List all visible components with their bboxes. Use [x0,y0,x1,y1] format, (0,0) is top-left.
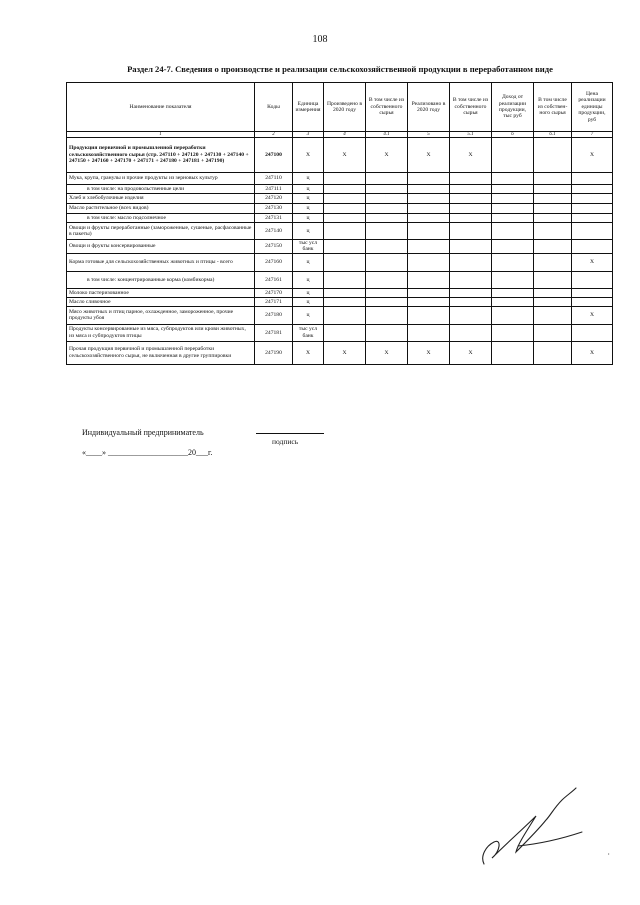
value-cell[interactable]: X [572,138,613,173]
value-cell[interactable] [324,204,366,214]
value-cell[interactable] [450,324,492,341]
value-cell[interactable] [324,324,366,341]
value-cell[interactable] [534,173,572,185]
value-cell[interactable]: X [572,306,613,324]
column-number: 1 [67,132,255,138]
value-cell[interactable] [408,288,450,297]
entrepreneur-label: Индивидуальный предприниматель [82,428,204,437]
indicator-name: Хлеб и хлебобулочные изделия [67,194,255,204]
value-cell[interactable] [324,271,366,288]
section-title: Раздел 24-7. Сведения о производстве и реализации сельскохозяйственной продукции в переработанном виде [127,64,553,74]
value-cell[interactable] [408,204,450,214]
value-cell[interactable] [534,185,572,194]
table-row [67,173,613,185]
value-cell[interactable]: X [324,138,366,173]
indicator-name: Продукция первичной и промышленной переработки сельскохозяйственного сырья (стр. 247110 + 247120 + 247130 + 247140 + 247150 + 247160 + 247170 + 247171 + 247180 + 247181 + 247190) [67,138,255,173]
table-row [67,341,613,364]
page-number: 108 [312,34,328,45]
indicator-name: Масло растительное (всех видов) [67,204,255,214]
value-cell[interactable] [534,288,572,297]
unit-of-measure: ц [293,204,324,214]
value-cell[interactable] [572,204,613,214]
value-cell[interactable] [534,271,572,288]
value-cell[interactable] [450,288,492,297]
handwritten-signature [478,786,588,868]
table-row [67,194,613,204]
value-cell[interactable] [492,240,534,254]
value-cell[interactable] [572,288,613,297]
value-cell[interactable] [366,185,408,194]
value-cell[interactable] [534,194,572,204]
edge-mark: · [607,850,610,859]
value-cell[interactable]: X [366,341,408,364]
indicator-name: Продукты консервированные из мяса, субпродуктов или крови животных, из мяса и субпродуктов птицы [67,324,255,341]
value-cell[interactable] [534,297,572,306]
unit-of-measure: тыс усл банк [293,240,324,254]
value-cell[interactable]: X [366,138,408,173]
column-number: 5.1 [450,132,492,138]
table-row [67,271,613,288]
value-cell[interactable] [366,253,408,271]
indicator-name: Масло сливочное [67,297,255,306]
row-code: 247110 [255,173,293,185]
value-cell[interactable] [492,306,534,324]
header-price: Цена реализации единицы продукции, руб [572,83,613,132]
value-cell[interactable] [450,214,492,223]
value-cell[interactable] [450,223,492,240]
value-cell[interactable] [492,214,534,223]
column-number: 7 [572,132,613,138]
indicator-name: в том числе: на продовольственные цели [67,185,255,194]
header-name: Наименование показателя [67,83,255,132]
indicator-name: Корма готовые для сельскохозяйственных животных и птицы - всего [67,253,255,271]
row-code: 247140 [255,223,293,240]
table-row [67,297,613,306]
unit-of-measure: ц [293,214,324,223]
value-cell[interactable] [572,194,613,204]
value-cell[interactable] [324,253,366,271]
value-cell[interactable] [408,240,450,254]
value-cell[interactable] [572,271,613,288]
value-cell[interactable] [324,240,366,254]
unit-of-measure: X [293,341,324,364]
value-cell[interactable] [366,324,408,341]
value-cell[interactable] [324,306,366,324]
value-cell[interactable] [534,204,572,214]
column-number: 2 [255,132,293,138]
value-cell[interactable] [366,271,408,288]
value-cell[interactable] [408,324,450,341]
value-cell[interactable] [492,324,534,341]
unit-of-measure: ц [293,271,324,288]
unit-of-measure: X [293,138,324,173]
value-cell[interactable] [366,223,408,240]
indicator-name: Овощи и фрукты переработанные (замороженные, сушеные, расфасованные в пакеты) [67,223,255,240]
value-cell[interactable] [324,185,366,194]
value-cell[interactable]: X [450,341,492,364]
table-row [67,204,613,214]
value-cell[interactable] [572,223,613,240]
value-cell[interactable] [572,185,613,194]
table-row [67,253,613,271]
row-code: 247150 [255,240,293,254]
value-cell[interactable] [492,194,534,204]
row-code: 247170 [255,288,293,297]
value-cell[interactable] [366,194,408,204]
value-cell[interactable] [572,173,613,185]
value-cell[interactable] [408,297,450,306]
value-cell[interactable] [366,297,408,306]
value-cell[interactable] [572,240,613,254]
unit-of-measure: ц [293,253,324,271]
value-cell[interactable] [450,204,492,214]
table-row [67,223,613,240]
value-cell[interactable] [366,306,408,324]
header-sold-own: В том числе из собственного сырья [450,83,492,132]
row-code: 247181 [255,324,293,341]
indicator-name: Молоко пастеризованное [67,288,255,297]
value-cell[interactable]: X [324,341,366,364]
value-cell[interactable] [534,324,572,341]
value-cell[interactable] [366,204,408,214]
column-number: 5 [408,132,450,138]
header-income-own: В том числе из собственного сырья [534,83,572,132]
value-cell[interactable] [492,204,534,214]
value-cell[interactable] [534,138,572,173]
value-cell[interactable] [324,297,366,306]
indicator-name: Мука, крупа, гранулы и прочие продукты из зерновых культур [67,173,255,185]
value-cell[interactable] [366,214,408,223]
column-number: 3 [293,132,324,138]
value-cell[interactable] [408,306,450,324]
value-cell[interactable] [572,324,613,341]
value-cell[interactable] [450,297,492,306]
table-row [67,306,613,324]
row-code: 247130 [255,204,293,214]
row-code: 247131 [255,214,293,223]
value-cell[interactable] [492,138,534,173]
table-row [67,324,613,341]
value-cell[interactable]: X [408,138,450,173]
row-code: 247171 [255,297,293,306]
value-cell[interactable] [492,341,534,364]
value-cell[interactable] [324,173,366,185]
unit-of-measure: ц [293,306,324,324]
signature-caption: подпись [272,437,299,446]
indicator-name: в том числе: концентрированные корма (комбикорма) [67,271,255,288]
value-cell[interactable] [450,173,492,185]
value-cell[interactable] [534,214,572,223]
date-line: «____» ____________________20___г. [82,448,213,457]
value-cell[interactable] [366,240,408,254]
row-code: 247100 [255,138,293,173]
value-cell[interactable] [408,223,450,240]
table-row [67,185,613,194]
value-cell[interactable] [366,173,408,185]
value-cell[interactable] [534,240,572,254]
value-cell[interactable] [408,214,450,223]
row-code: 247190 [255,341,293,364]
row-code: 247120 [255,194,293,204]
value-cell[interactable] [492,253,534,271]
value-cell[interactable] [408,185,450,194]
table-row [67,214,613,223]
table-row [67,138,613,173]
header-produced: Произведено в 2020 году [324,83,366,132]
value-cell[interactable] [450,185,492,194]
value-cell[interactable] [534,223,572,240]
row-code: 247160 [255,253,293,271]
value-cell[interactable] [450,240,492,254]
value-cell[interactable] [492,185,534,194]
table-row [67,240,613,254]
value-cell[interactable] [408,253,450,271]
header-income: Доход от реализации продукции, тыс руб [492,83,534,132]
header-row [67,83,613,132]
value-cell[interactable] [492,288,534,297]
indicator-name: Мясо животных и птиц парное, охлажденное, замороженное, прочие продукты убоя [67,306,255,324]
row-code: 247161 [255,271,293,288]
value-cell[interactable] [408,194,450,204]
row-code: 247180 [255,306,293,324]
value-cell[interactable] [492,297,534,306]
indicator-name: Овощи и фрукты консервированные [67,240,255,254]
column-number: 4 [324,132,366,138]
indicator-name: Прочая продукция первичной и промышленной переработки сельскохозяйственного сырья, не включенная в другие группировки [67,341,255,364]
unit-of-measure: ц [293,297,324,306]
value-cell[interactable] [450,271,492,288]
value-cell[interactable]: X [408,341,450,364]
value-cell[interactable] [450,194,492,204]
value-cell[interactable] [534,253,572,271]
value-cell[interactable] [492,223,534,240]
value-cell[interactable] [408,173,450,185]
unit-of-measure: тыс усл банк [293,324,324,341]
header-code: Коды [255,83,293,132]
value-cell[interactable] [324,223,366,240]
value-cell[interactable]: X [572,341,613,364]
value-cell[interactable] [492,173,534,185]
value-cell[interactable] [534,306,572,324]
value-cell[interactable] [324,214,366,223]
column-number: 4.1 [366,132,408,138]
value-cell[interactable]: X [450,138,492,173]
value-cell[interactable] [572,214,613,223]
column-number: 6 [492,132,534,138]
unit-of-measure: ц [293,173,324,185]
unit-of-measure: ц [293,194,324,204]
header-unit: Единица измерения [293,83,324,132]
value-cell[interactable] [366,288,408,297]
header-produced-own: В том числе из собственного сырья [366,83,408,132]
signature-line [256,433,324,434]
header-sold: Реализовано в 2020 году [408,83,450,132]
value-cell[interactable] [324,288,366,297]
value-cell[interactable] [324,194,366,204]
value-cell[interactable] [572,297,613,306]
value-cell[interactable] [408,271,450,288]
unit-of-measure: ц [293,223,324,240]
value-cell[interactable] [450,306,492,324]
value-cell[interactable] [534,341,572,364]
unit-of-measure: ц [293,185,324,194]
table-row [67,288,613,297]
value-cell[interactable] [492,271,534,288]
unit-of-measure: ц [293,288,324,297]
indicator-name: в том числе: масло подсолнечное [67,214,255,223]
column-number: 6.1 [534,132,572,138]
value-cell[interactable] [450,253,492,271]
report-table [66,82,613,365]
value-cell[interactable]: X [572,253,613,271]
row-code: 247111 [255,185,293,194]
